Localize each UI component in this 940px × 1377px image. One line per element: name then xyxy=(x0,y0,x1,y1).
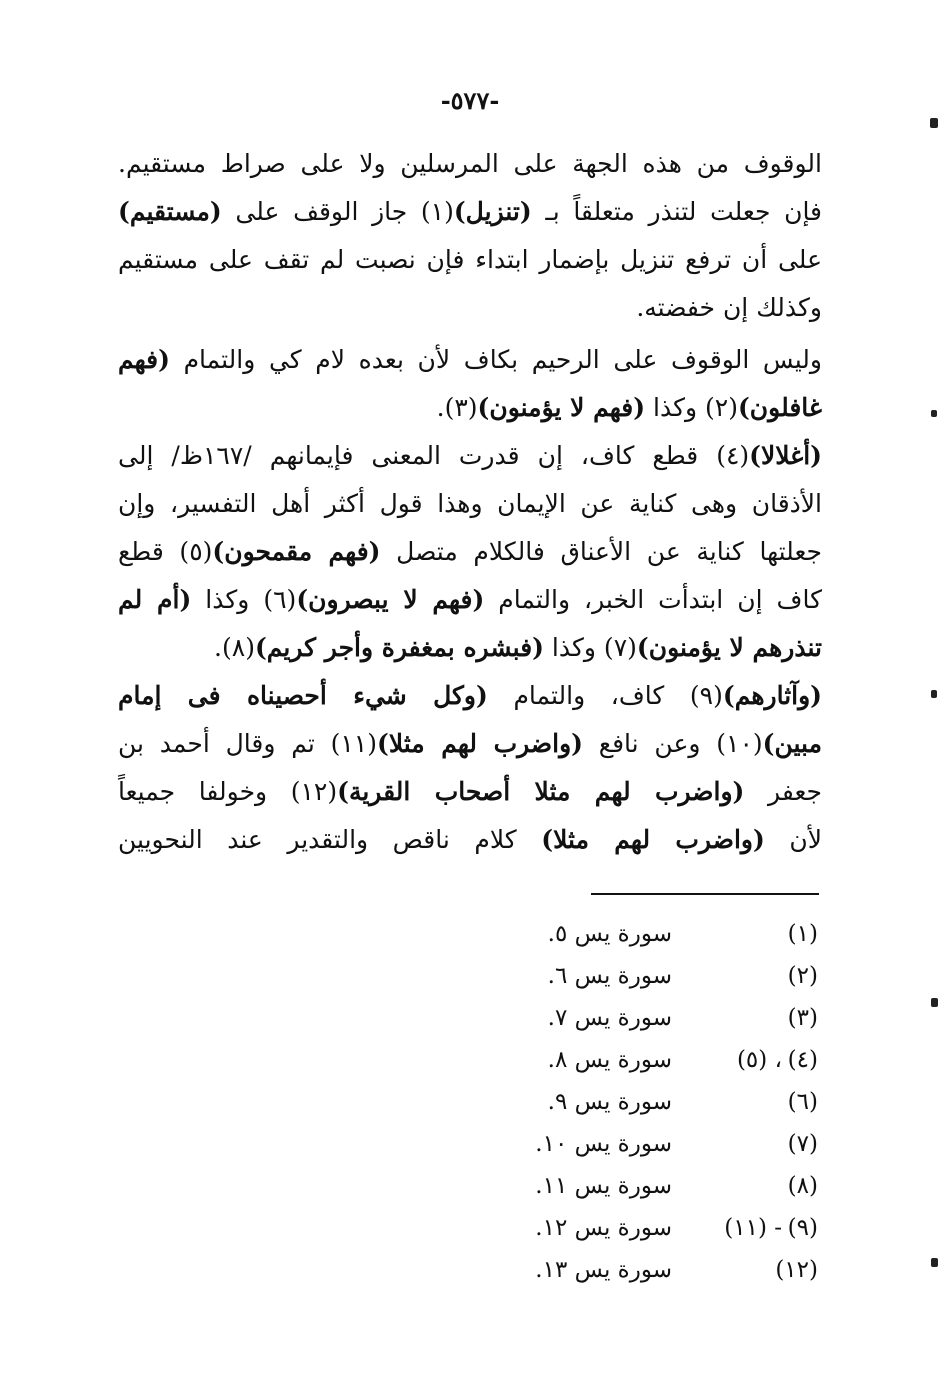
footnote-number: (٢) xyxy=(787,963,818,989)
text-line: وليس الوقوف على الرحيم بكاف لأن بعده لام كي والتمام (فهم xyxy=(118,345,822,374)
text-line: (وآثارهم)(٩) كاف، والتمام (وكل شيء أحصيناه فى إمام xyxy=(118,681,823,710)
footnote-number: (١) xyxy=(787,921,818,947)
footnote xyxy=(500,997,822,1039)
footnote xyxy=(500,1039,822,1081)
footnote xyxy=(500,1207,822,1249)
footnote-number: (٨) xyxy=(787,1173,818,1199)
footnote-number: (٧) xyxy=(787,1131,818,1157)
footnote-reference: سورة يس ١١. xyxy=(535,1173,672,1199)
footnote xyxy=(500,1165,822,1207)
footnote-number: (٦) xyxy=(787,1089,818,1115)
footnote xyxy=(500,955,822,997)
footnote-reference: سورة يس ١٢. xyxy=(535,1215,672,1241)
text-line: الأذقان وهى كناية عن الإيمان وهذا قول أكثر أهل التفسير، وإن xyxy=(118,489,822,518)
footnote-extra: - (١١) xyxy=(724,1215,782,1241)
text-line: (أغلالا)(٤) قطع كاف، إن قدرت المعنى فإيمانهم /١٦٧ظ/ إلى xyxy=(118,441,823,470)
footnote-reference: سورة يس ٧. xyxy=(547,1005,672,1031)
scan-mark xyxy=(931,1258,938,1267)
footnote xyxy=(500,1249,822,1291)
footnote-number: (٣) xyxy=(787,1005,818,1031)
page-number: -٥٧٧- xyxy=(440,86,500,115)
text-line: غافلون)(٢) وكذا (فهم لا يؤمنون)(٣). xyxy=(436,393,822,422)
text-line: مبين)(١٠) وعن نافع (واضرب لهم مثلا)(١١) تم وقال أحمد بن xyxy=(118,729,822,758)
body-text xyxy=(118,140,822,864)
scan-mark xyxy=(931,690,937,698)
scan-mark xyxy=(931,998,938,1007)
footnote-extra: ، (٥) xyxy=(736,1047,782,1073)
text-line: جعفر (واضرب لهم مثلا أصحاب القرية)(١٢) وخولفا جميعاً xyxy=(118,777,822,806)
footnote-divider xyxy=(591,893,819,895)
scan-mark xyxy=(931,410,937,417)
text-line: جعلتها كناية عن الأعناق فالكلام متصل (فهم مقمحون)(٥) قطع xyxy=(118,537,822,566)
text-line: على أن ترفع تنزيل بإضمار ابتداء فإن نصبت لم تقف على مستقيم xyxy=(118,245,822,274)
text-line: لأن (واضرب لهم مثلا) كلام ناقص والتقدير عند النحويين xyxy=(118,825,822,854)
footnote-reference: سورة يس ١٠. xyxy=(535,1131,672,1157)
footnote xyxy=(500,913,822,955)
footnote-reference: سورة يس ٩. xyxy=(547,1089,672,1115)
text-line: وكذلك إن خفضته. xyxy=(636,293,822,322)
footnote xyxy=(500,1081,822,1123)
footnotes xyxy=(500,913,822,1291)
text-line: فإن جعلت لتنذر متعلقاً بـ (تنزيل)(١) جاز الوقف على (مستقيم) xyxy=(118,197,823,226)
footnote-number: (١٢) xyxy=(775,1257,818,1283)
footnote xyxy=(500,1123,822,1165)
footnote-number: (٩) xyxy=(787,1215,818,1241)
text-line: كاف إن ابتدأت الخبر، والتمام (فهم لا يبصرون)(٦) وكذا (أم لم xyxy=(118,585,822,614)
footnote-reference: سورة يس ٥. xyxy=(547,921,672,947)
footnote-reference: سورة يس ٨. xyxy=(547,1047,672,1073)
footnote-reference: سورة يس ٦. xyxy=(547,963,672,989)
footnote-number: (٤) xyxy=(787,1047,818,1073)
scan-mark xyxy=(930,118,938,128)
text-line: تنذرهم لا يؤمنون)(٧) وكذا (فبشره بمغفرة وأجر كريم)(٨). xyxy=(214,633,822,662)
footnote-reference: سورة يس ١٣. xyxy=(535,1257,672,1283)
text-line: الوقوف من هذه الجهة على المرسلين ولا على صراط مستقيم. xyxy=(118,149,822,178)
